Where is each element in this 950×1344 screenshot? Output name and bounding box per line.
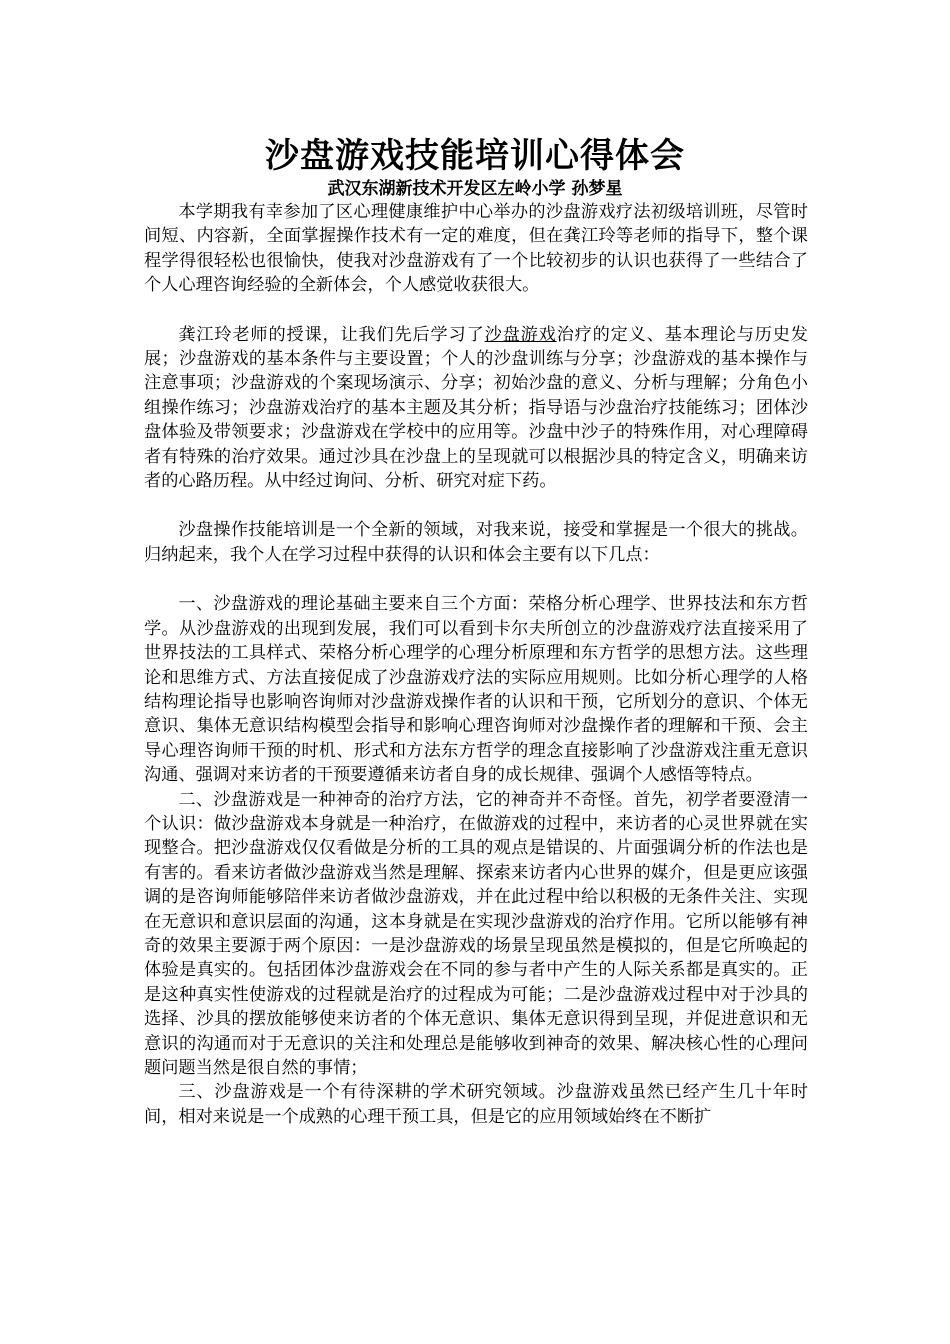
paragraph-point-1: 一、沙盘游戏的理论基础主要来自三个方面：荣格分析心理学、世界技法和东方哲学。从沙盘游戏的出现到发展，我们可以看到卡尔夫所创立的沙盘游戏疗法直接采用了世界技法的工具样式、荣格分析心理学的心理分析原理和东方哲学的思想方法。这些理论和思维方式、方法直接促成了沙盘游戏疗法的实际应用规则。比如分析心理学的人格结构理论指导也影响咨询师对沙盘游戏操作者的认识和干预，它所划分的意识、个体无意识、集体无意识结构模型会指导和影响心理咨询师对沙盘操作者的理解和干预、会主导心理咨询师干预的时机、形式和方法东方哲学的理念直接影响了沙盘游戏注重无意识沟通、强调对来访者的干预要遵循来访者自身的成长规律、强调个人感悟等特点。: [144, 594, 808, 786]
document-title: 沙盘游戏技能培训心得体会: [265, 136, 685, 176]
document-body: [144, 200, 808, 1129]
paragraph-point-3: 三、沙盘游戏是一个有待深耕的学术研究领域。沙盘游戏虽然已经产生几十年时间，相对来说是一个成熟的心理干预工具，但是它的应用领域始终在不断扩: [144, 1082, 808, 1127]
paragraph-intro: 本学期我有幸参加了区心理健康维护中心举办的沙盘游戏疗法初级培训班，尽管时间短、内容新，全面掌握操作技术有一定的难度，但在龚江玲等老师的指导下，整个课程学得很轻松也很愉快，使我对沙盘游戏有了一个比较初步的认识也获得了一些结合了个人心理咨询经验的全新体会，个人感觉收获很大。: [144, 202, 808, 296]
author-line: 武汉东湖新技术开发区左岭小学 孙梦星: [327, 179, 623, 199]
paragraph-challenge: 沙盘操作技能培训是一个全新的领域，对我来说，接受和掌握是一个很大的挑战。归纳起来，我个人在学习过程中获得的认识和体会主要有以下几点：: [144, 520, 808, 565]
paragraph-course-content: [144, 323, 808, 494]
paragraph-text: 龚江玲老师的授课，让我们先后学习了: [178, 324, 485, 345]
sandplay-link[interactable]: 沙盘游戏: [484, 324, 557, 345]
paragraph-text: 治疗的定义、基本理论与历史发展；沙盘游戏的基本条件与主要设置；个人的沙盘训练与分享；沙盘游戏的基本操作与注意事项；沙盘游戏的个案现场演示、分享；初始沙盘的意义、分析与理解；分角色小组操作练习；沙盘游戏治疗的基本主题及其分析；指导语与沙盘治疗技能练习；团体沙盘体验及带领要求；沙盘游戏在学校中的应用等。沙盘中沙子的特殊作用，对心理障碍者有特殊的治疗效果。通过沙具在沙盘上的呈现就可以根据沙具的特定含义，明确来访者的心路历程。从中经过询问、分析、研究对症下药。: [144, 324, 808, 492]
paragraph-point-2: 二、沙盘游戏是一种神奇的治疗方法，它的神奇并不奇怪。首先，初学者要澄清一个认识：做沙盘游戏本身就是一种治疗，在做游戏的过程中，来访者的心灵世界就在实现整合。把沙盘游戏仅仅看做是分析的工具的观点是错误的、片面强调分析的作法也是有害的。看来访者做沙盘游戏当然是理解、探索来访者内心世界的媒介，但是更应该强调的是咨询师能够陪伴来访者做沙盘游戏，并在此过程中给以积极的无条件关注、实现在无意识和意识层面的沟通，这本身就是在实现沙盘游戏的治疗作用。它所以能够有神奇的效果主要源于两个原因：一是沙盘游戏的场景呈现虽然是模拟的，但是它所唤起的体验是真实的。包括团体沙盘游戏会在不同的参与者中产生的人际关系都是真实的。正是这种真实性使游戏的过程就是治疗的过程成为可能；二是沙盘游戏过程中对于沙具的选择、沙具的摆放能够使来访者的个体无意识、集体无意识得到呈现，并促进意识和无意识的沟通而对于无意识的关注和处理总是能够收到神奇的效果、解决核心性的心理问题问题当然是很自然的事情；: [144, 789, 808, 1078]
